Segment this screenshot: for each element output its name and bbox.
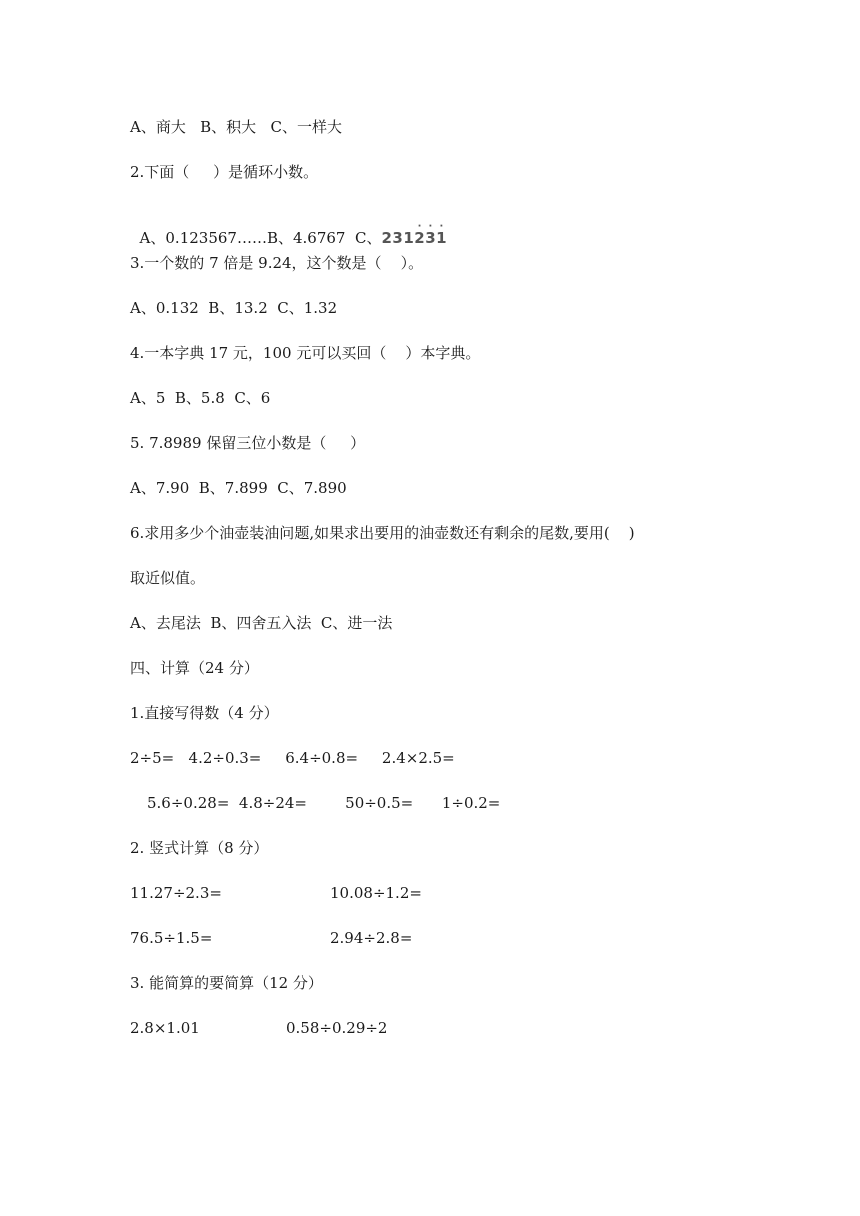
- rd-dot-1: ·: [417, 221, 422, 232]
- line-direct-row1: 2÷5= 4.2÷0.3= 6.4÷0.8= 2.4×2.5=: [130, 749, 455, 767]
- line-q3-stem: 3.一个数的 7 倍是 9.24，这个数是（ ）。: [130, 254, 424, 272]
- line-q3-options: A、0.132 B、13.2 C、1.32: [130, 299, 338, 317]
- rd-digit-1-text: 2: [414, 229, 426, 247]
- rd-digit-3: [436, 221, 448, 248]
- line-q4-options: A、5 B、5.8 C、6: [130, 389, 271, 407]
- line-q4-stem: 4.一本字典 17 元，100 元可以买回（ ）本字典。: [130, 344, 481, 362]
- rd-plain: 231: [381, 229, 415, 247]
- vertical-calc-4: 2.94÷2.8=: [330, 929, 413, 947]
- line-q5-options: A、7.90 B、7.899 C、7.890: [130, 479, 347, 497]
- line-q2-options: [130, 208, 447, 248]
- simplify-calc-2: 0.58÷0.29÷2: [286, 1019, 388, 1037]
- rd-dot-3: ·: [439, 221, 444, 232]
- section-heading-calc: 四、计算（24 分）: [130, 659, 259, 677]
- rd-digit-2: [425, 221, 437, 248]
- rd-dot-2: ·: [428, 221, 433, 232]
- vertical-calc-3: 76.5÷1.5=: [130, 929, 213, 947]
- sub-heading-vertical: 2. 竖式计算（8 分）: [130, 839, 269, 857]
- line-q5-stem: 5. 7.8989 保留三位小数是（ ）: [130, 434, 366, 452]
- line-q6-stem-cont: 取近似值。: [130, 569, 206, 587]
- line-q6-stem: 6.求用多少个油壶装油问题,如果求出要用的油壶数还有剩余的尾数,要用( ): [130, 524, 635, 542]
- line-direct-row2: 5.6÷0.28= 4.8÷24= 50÷0.5= 1÷0.2=: [147, 794, 501, 812]
- rd-digit-2-text: 3: [425, 229, 437, 247]
- line-q1-options: A、商大 B、积大 C、一样大: [130, 118, 342, 136]
- q2-options-text: A、0.123567……B、4.6767 C、: [139, 229, 382, 247]
- rd-digit-3-text: 1: [436, 229, 448, 247]
- vertical-calc-2: 10.08÷1.2=: [330, 884, 422, 902]
- sub-heading-simplify: 3. 能简算的要简算（12 分）: [130, 974, 323, 992]
- simplify-calc-1: 2.8×1.01: [130, 1019, 200, 1037]
- line-q6-options: A、去尾法 B、四舍五入法 C、进一法: [130, 614, 393, 632]
- line-q2-stem: 2.下面（ ）是循环小数。: [130, 163, 319, 181]
- vertical-calc-1: 11.27÷2.3=: [130, 884, 222, 902]
- sub-heading-direct: 1.直接写得数（4 分）: [130, 704, 279, 722]
- rd-digit-1: [414, 221, 426, 248]
- repeating-decimal: [381, 221, 448, 247]
